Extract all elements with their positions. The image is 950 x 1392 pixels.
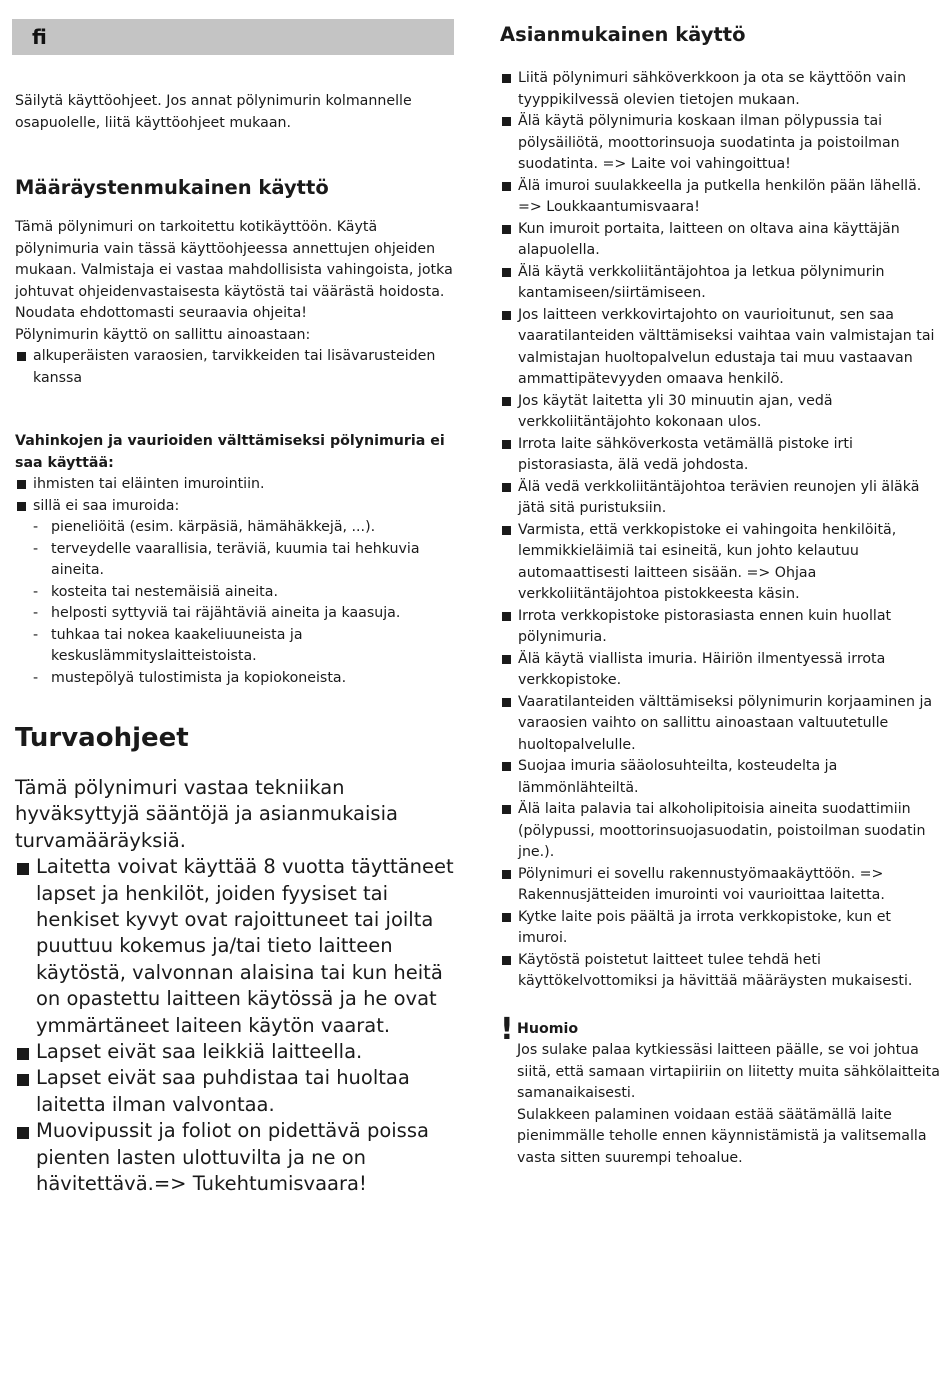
- intended-use-paragraph: Tämä pölynimuri on tarkoitettu kotikäyttöön. Käytä pölynimuria vain tässä käyttöohjeessa annettujen ohjeiden mukaan. Valmistaja ei vastaa mahdollisista vahingoista, jotka johtuvat ohjeidenvastaisesta käytöstä tai väärästä hoidosta.: [15, 219, 453, 300]
- list-item: Irrota verkkopistoke pistorasiasta ennen kuin huollat pölynimuria.: [500, 606, 940, 649]
- list-item: Älä käytä pölynimuria koskaan ilman pölypussia tai pölysäiliötä, moottorinsuoja suodatinta ja poistoilman suodatinta. => Laite voi vahingoittua!: [500, 111, 940, 176]
- safety-heading: Turvaohjeet: [15, 723, 189, 753]
- list-item: Käytöstä poistetut laitteet tulee tehdä heti käyttökelvottomiksi ja hävittää määräysten mukaisesti.: [500, 950, 940, 993]
- proper-use-heading: Asianmukainen käyttö: [500, 23, 746, 46]
- right-column: [500, 22, 940, 1169]
- list-item: Vaaratilanteiden välttämiseksi pölynimurin korjaaminen ja varaosien vaihto on sallittu ainoastaan valtuutetulle huoltopalvelulle.: [500, 692, 940, 757]
- allowed-use-list: [15, 346, 455, 389]
- list-item: ihmisten tai eläinten imurointiin.: [15, 474, 455, 496]
- list-item: Lapset eivät saa puhdistaa tai huoltaa laitetta ilman valvontaa.: [15, 1065, 455, 1118]
- list-item: Varmista, että verkkopistoke ei vahingoita henkilöitä, lemmikkieläimiä tai esineitä, kun johto kelautuu automaattisesti laitteen sisään. => Ohjaa verkkoliitäntäjohtoa pistokkeesta käsin.: [500, 520, 940, 606]
- instructions-note: Noudata ehdottomasti seuraavia ohjeita!: [15, 305, 307, 321]
- list-item: Jos käytät laitetta yli 30 minuutin ajan, vedä verkkoliitäntäjohto kokonaan ulos.: [500, 391, 940, 434]
- list-item: - terveydelle vaarallisia, teräviä, kuumia tai hehkuvia aineita.: [33, 539, 455, 582]
- list-item: - helposti syttyviä tai räjähtäviä aineita ja kaasuja.: [33, 603, 455, 625]
- forbidden-materials-list: [15, 517, 455, 689]
- list-item: Älä käytä viallista imuria. Häiriön ilmentyessä irrota verkkopistoke.: [500, 649, 940, 692]
- list-item: Kun imuroit portaita, laitteen on oltava aina käyttäjän alapuolella.: [500, 219, 940, 262]
- list-item: Älä käytä verkkoliitäntäjohtoa ja letkua pölynimurin kantamiseen/siirtämiseen.: [500, 262, 940, 305]
- note-title: Huomio: [517, 1020, 579, 1037]
- list-item: - tuhkaa tai nokea kaakeliuuneista ja keskuslämmityslaitteistoista.: [33, 625, 455, 668]
- list-item: Irrota laite sähköverkosta vetämällä pistoke irti pistorasiasta, älä vedä johdosta.: [500, 434, 940, 477]
- language-tab: [12, 19, 454, 55]
- note-paragraph: Sulakkeen palaminen voidaan estää säätämällä laite pienimmälle teholle ennen käynnistämistä ja valitsemalla vasta sitten suurempi tehoalue.: [517, 1106, 927, 1166]
- intro-paragraph: Säilytä käyttöohjeet. Jos annat pölynimurin kolmannelle osapuolelle, liitä käyttöohjeet mukaan.: [15, 93, 412, 131]
- list-item: Muovipussit ja foliot on pidettävä poissa pienten lasten ulottuvilta ja ne on hävitettävä.=> Tukehtumisvaara!: [15, 1118, 455, 1197]
- list-item: Älä imuroi suulakkeella ja putkella henkilön pään lähellä. => Loukkaantumisvaara!: [500, 176, 940, 219]
- list-item: Kytke laite pois päältä ja irrota verkkopistoke, kun et imuroi.: [500, 907, 940, 950]
- warning-icon: !: [500, 1011, 514, 1047]
- list-item: - pieneliöitä (esim. kärpäsiä, hämähäkkejä, ...).: [33, 517, 455, 539]
- list-item: Lapset eivät saa leikkiä laitteella.: [15, 1039, 455, 1065]
- allowed-use-line: Pölynimurin käyttö on sallittu ainoastaan:: [15, 326, 311, 343]
- list-item: - mustepölyä tulostimista ja kopiokoneista.: [33, 668, 455, 690]
- safety-intro: Tämä pölynimuri vastaa tekniikan hyväksyttyjä sääntöjä ja asianmukaisia turvamääräyksiä.: [15, 776, 398, 852]
- note-box: [500, 1011, 940, 1170]
- safety-list: [15, 854, 455, 1197]
- list-item: Pölynimuri ei sovellu rakennustyömaakäyttöön. => Rakennusjätteiden imurointi voi vaurioittaa laitetta.: [500, 864, 940, 907]
- left-column: [15, 91, 455, 1198]
- list-item: sillä ei saa imuroida:: [15, 496, 455, 518]
- intended-use-heading: Määräystenmukainen käyttö: [15, 176, 329, 199]
- safety-section: [15, 775, 455, 1198]
- language-code: fi: [32, 25, 47, 49]
- list-item: Suojaa imuria sääolosuhteilta, kosteudelta ja lämmönlähteiltä.: [500, 756, 940, 799]
- list-item: Liitä pölynimuri sähköverkkoon ja ota se käyttöön vain tyyppikilvessä olevien tietojen mukaan.: [500, 68, 940, 111]
- list-item: Älä laita palavia tai alkoholipitoisia aineita suodattimiin (pölypussi, moottorinsuojasuodatin, poistoilman suodatin jne.).: [500, 799, 940, 864]
- proper-use-list: [500, 68, 940, 993]
- list-item: - kosteita tai nestemäisiä aineita.: [33, 582, 455, 604]
- note-paragraph: Jos sulake palaa kytkiessäsi laitteen päälle, se voi johtua siitä, että samaan virtapiiriin on liitetty muita sähkölaitteita samanaikaisesti.: [517, 1042, 940, 1101]
- list-item: Älä vedä verkkoliitäntäjohtoa terävien reunojen yli äläkä jätä sitä puristuksiin.: [500, 477, 940, 520]
- damage-list: [15, 474, 455, 517]
- list-item: alkuperäisten varaosien, tarvikkeiden tai lisävarusteiden kanssa: [15, 346, 455, 389]
- list-item: Laitetta voivat käyttää 8 vuotta täyttäneet lapset ja henkilöt, joiden fyysiset tai henkiset kyvyt ovat rajoittuneet tai joilta puuttuu kokemus ja/tai tieto laitteen käytöstä, valvonnan alaisina tai kun heitä on opastettu laitteen käytössä ja he ovat ymmärtäneet laiteen käytön vaarat.: [15, 854, 455, 1039]
- list-item: Jos laitteen verkkovirtajohto on vaurioitunut, sen saa vaaratilanteiden välttämiseksi vaihtaa vain valmistajan tai valmistajan huoltopalvelun edustaja tai muu vastaavan ammattipätevyyden omaava henkilö.: [500, 305, 940, 391]
- damage-heading: Vahinkojen ja vaurioiden välttämiseksi pölynimuria ei saa käyttää:: [15, 433, 445, 471]
